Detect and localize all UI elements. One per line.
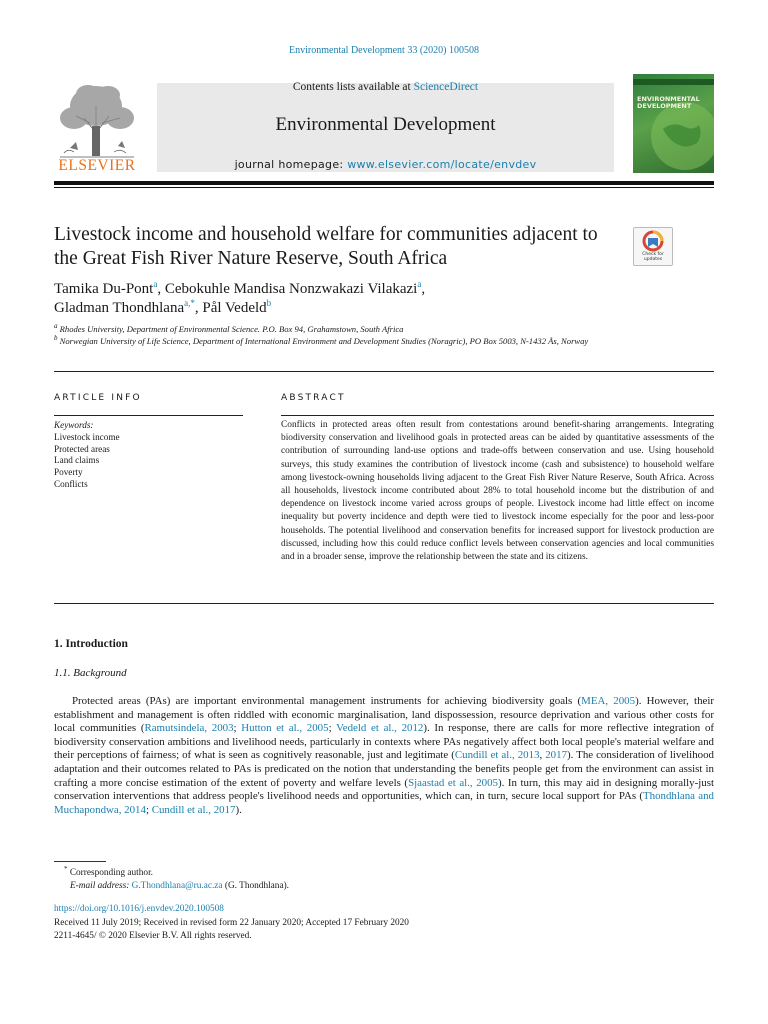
paragraph-text: Protected areas (PAs) are important environmental management instruments for achieving biodiversity goals ( — [72, 695, 582, 707]
keyword-item: Livestock income — [54, 431, 120, 442]
elsevier-logo[interactable] — [54, 78, 140, 173]
received-dates: Received 11 July 2019; Received in revised form 22 January 2020; Accepted 17 February 2020 — [54, 917, 409, 928]
publication-info — [54, 903, 674, 944]
check-updates-label: Check for updates — [642, 252, 664, 262]
footnotes — [54, 864, 674, 893]
sciencedirect-link[interactable]: ScienceDirect — [413, 81, 479, 93]
copyright-line: 2211-4645/ © 2020 Elsevier B.V. All rights reserved. — [54, 931, 252, 941]
affiliation-mark: b — [54, 334, 58, 343]
citation-link[interactable]: Cundill et al., 2017 — [151, 803, 236, 816]
article-info-rule — [54, 415, 243, 416]
affiliations — [54, 323, 634, 347]
author-affiliation-mark[interactable]: a,* — [184, 298, 195, 308]
check-for-updates-button[interactable] — [633, 227, 673, 266]
journal-homepage-link[interactable]: www.elsevier.com/locate/envdev — [347, 158, 537, 171]
affiliation-text: Rhodes University, Department of Environmental Science. P.O. Box 94, Grahamstown, South Africa — [59, 324, 404, 334]
keyword-item: Conflicts — [54, 478, 88, 489]
paragraph-text: ). However, their establishment and management is often riddled with economic marginalisation, land dispossession, resource deprivation and various other costs for local communities ( — [54, 695, 714, 735]
paragraph-text: ; — [145, 803, 152, 816]
affiliation-text: Norwegian University of Life Science, Department of International Environment and Development Studies (Noragric), PO Box 5003, N-1432 Ås, Norway — [59, 336, 589, 346]
affiliation-mark: a — [54, 322, 58, 331]
doi-link[interactable]: https://doi.org/10.1016/j.envdev.2020.100508 — [54, 904, 224, 914]
paragraph-text: ; — [328, 722, 337, 735]
section-divider — [54, 371, 714, 372]
subsection-heading: 1.1. Background — [54, 667, 127, 679]
citation-link[interactable]: Ramutsindela, 2003 — [144, 722, 234, 735]
email-owner: (G. Thondhlana). — [224, 881, 289, 891]
keyword-item: Protected areas — [54, 443, 110, 454]
keyword-item: Poverty — [54, 467, 83, 478]
email-label: E-mail address: — [70, 881, 130, 891]
paragraph-text: ). In response, there are calls for more reflective integration of biodiversity conservation ambitions and livelihood needs, particularly in contexts where PAs negatively affect both local people's material welfare and their perceptions of fairness; of what is seen as cognitively reasonable, just and legitimate ( — [54, 722, 715, 762]
article-info-heading: ARTICLE INFO — [54, 393, 142, 403]
journal-reference-link[interactable]: Environmental Development 33 (2020) 100508 — [289, 45, 479, 56]
author-name[interactable]: Gladman Thondhlana — [54, 300, 185, 316]
author-name[interactable]: Tamika Du-Pont — [54, 281, 154, 297]
author-affiliation-mark[interactable]: a — [417, 279, 422, 289]
globe-icon — [633, 74, 714, 173]
footnote-rule — [54, 861, 106, 862]
author-name[interactable]: Cebokuhle Mandisa Nonzwakazi Vilakazi — [164, 281, 418, 297]
elsevier-wordmark: ELSEVIER — [58, 157, 136, 174]
citation-link[interactable]: Cundill et al., 2013 — [454, 749, 540, 762]
affiliation-item — [54, 335, 634, 347]
author-affiliation-mark[interactable]: b — [266, 298, 272, 308]
email-note — [54, 880, 674, 893]
author-name[interactable]: Pål Vedeld — [202, 300, 267, 316]
abstract-rule — [281, 415, 714, 416]
author-affiliation-mark[interactable]: a — [153, 279, 158, 289]
author-separator: , — [421, 281, 426, 297]
homepage-prefix: journal homepage: — [234, 158, 348, 171]
article-title: Livestock income and household welfare for communities adjacent to the Great Fish River Nature Reserve, South Africa — [54, 224, 598, 269]
cover-title: ENVIRONMENTAL DEVELOPMENT — [637, 95, 700, 110]
author-list — [54, 280, 674, 318]
citation-link[interactable]: Hutton et al., 2005 — [241, 722, 329, 735]
contents-available-line — [157, 81, 614, 93]
affiliation-item — [54, 323, 634, 335]
author-separator: , — [194, 300, 203, 316]
keywords-label: Keywords: — [54, 420, 94, 430]
citation-link[interactable]: Thondhlana and Muchapondwa, 2014 — [54, 790, 715, 816]
corresponding-author-note — [54, 864, 674, 880]
section-divider — [54, 603, 714, 604]
header-rule — [54, 181, 714, 185]
paragraph-text: , — [539, 749, 546, 762]
contents-prefix: Contents lists available at — [292, 81, 414, 93]
corresponding-text: Corresponding author. — [69, 868, 153, 878]
paragraph-text: ). The consideration of livelihood adaptation and their outcomes related to PAs is predicated on the notion that understanding the benefits people get from the environment can assist in crafting a more concise estimation of the extent of poverty and welfare levels ( — [54, 749, 714, 789]
corresponding-mark: * — [64, 864, 68, 873]
author-separator: , — [157, 281, 165, 297]
paragraph-text: ; — [233, 722, 242, 735]
paragraph-text: ). In turn, this may aid in designing morally-just conservation interventions that address people's livelihood needs and opportunities, which can, in turn, secure local support for PAs ( — [54, 776, 714, 803]
journal-name: Environmental Development — [275, 114, 496, 135]
citation-link[interactable]: 2017 — [545, 749, 568, 762]
citation-link[interactable]: MEA, 2005 — [581, 695, 636, 707]
keywords-block — [54, 420, 243, 491]
journal-homepage-line — [157, 158, 614, 171]
abstract-heading: ABSTRACT — [281, 393, 346, 403]
journal-cover-image[interactable] — [633, 74, 714, 173]
header-rule-thin — [54, 187, 714, 188]
abstract-text: Conflicts in protected areas often result from contestations around benefit-sharing arrangements. Integrating biodiversity conservation and livelihood goals in protected areas can be aided by quantitative assessments of the contribution of surrounding land-use options and trade-offs between conservation and use. Using household surveys, this study examines the contribution of livestock income (cash and subsistence) to household welfare among livestock-owning households living adjacent to the Great Fish River Nature Reserve, South Africa. Across all households, livestock income contributed about 28% to total household income but the distribution of and dependence on livestock income varied across groups of people. Livestock income had little effect on income inequality but poverty incidence and depth were tied to livestock income especially for the poor and less-poor households. The potential livelihood and conservation benefits for increased support for livestock production are discussed, including how this could reduce conflict levels between conservation agencies and local communities and in a broader sense, improve the relationship between the state and its citizens. — [281, 420, 714, 563]
citation-link[interactable]: Vedeld et al., 2012 — [336, 722, 424, 735]
check-updates-icon — [634, 228, 672, 254]
section-heading: 1. Introduction — [54, 638, 128, 650]
keyword-item: Land claims — [54, 455, 100, 466]
citation-link[interactable]: Sjaastad et al., 2005 — [408, 776, 498, 789]
body-paragraph — [54, 695, 714, 817]
paragraph-text: ). — [235, 803, 242, 816]
email-link[interactable]: G.Thondhlana@ru.ac.za — [131, 881, 223, 891]
